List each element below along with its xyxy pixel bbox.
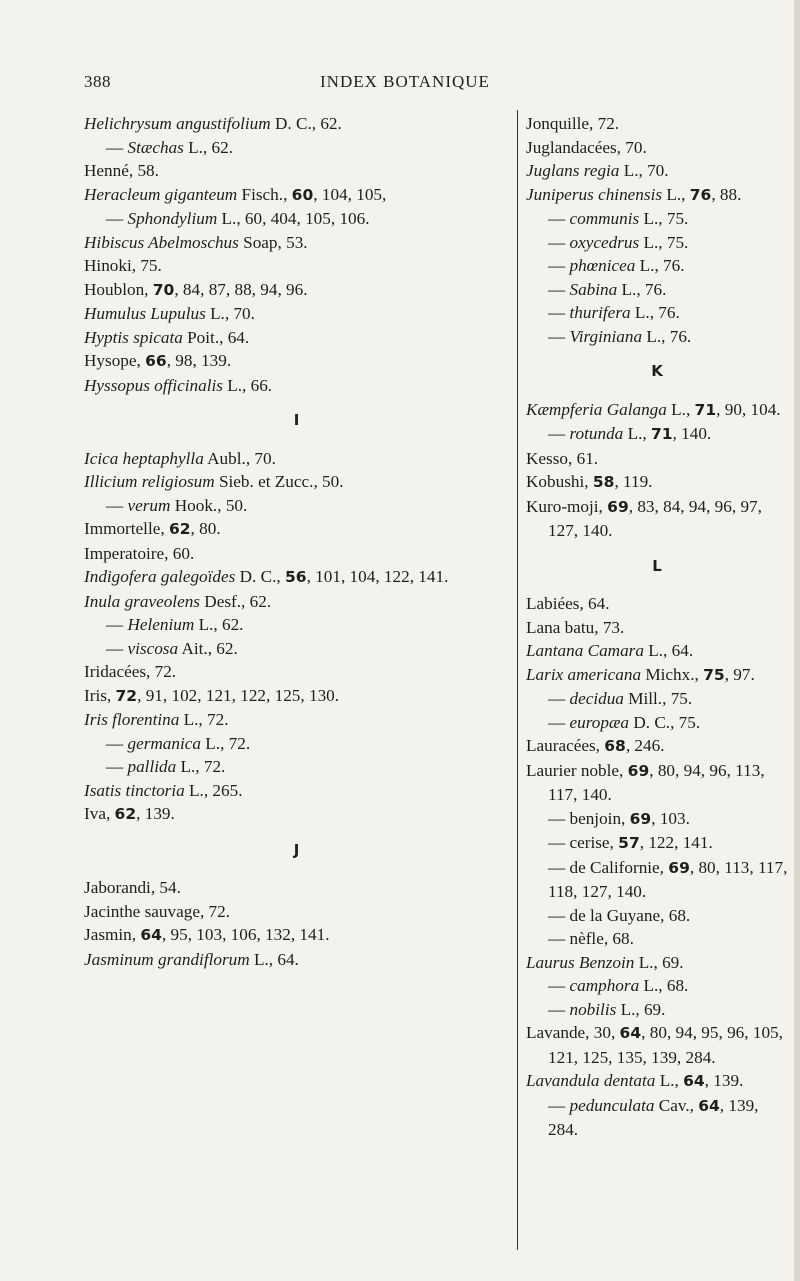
index-entry: Lavandula dentata L., 64, 139. bbox=[526, 1071, 744, 1090]
index-entry: Laurier noble, 69, 80, 94, 96, 113, 117, 140. bbox=[526, 760, 765, 804]
index-subentry: — camphora L., 68. bbox=[548, 976, 689, 995]
index-subentry: — decidua Mill., 75. bbox=[548, 689, 693, 708]
index-subentry: — Stæchas L., 62. bbox=[106, 137, 233, 157]
index-subentry: — Helenium L., 62. bbox=[106, 615, 244, 634]
section-letter: L bbox=[652, 556, 662, 575]
index-entry: Kobushi, 58, 119. bbox=[526, 472, 653, 491]
index-subentry: — verum Hook., 50. bbox=[106, 495, 248, 515]
index-entry: Laurus Benzoin L., 69. bbox=[526, 952, 684, 972]
index-column-left bbox=[84, 112, 509, 971]
index-subentry: — nèfle, 68. bbox=[548, 929, 634, 948]
index-entry: Jacinthe sauvage, 72. bbox=[84, 901, 231, 921]
index-subentry: — communis L., 75. bbox=[548, 209, 689, 228]
index-entry: Lauracées, 68, 246. bbox=[526, 736, 665, 755]
index-entry: Humulus Lupulus L., 70. bbox=[84, 304, 255, 323]
index-entry: Inula graveolens Desf., 62. bbox=[84, 591, 272, 611]
index-entry: Lavande, 30, 64, 80, 94, 95, 96, 105, 121, 125, 135, 139, 284. bbox=[526, 1023, 783, 1067]
index-subentry: — thurifera L., 76. bbox=[548, 303, 680, 322]
index-entry: Imperatoire, 60. bbox=[84, 543, 195, 563]
index-entry: Lantana Camara L., 64. bbox=[526, 641, 694, 660]
index-entry: Labiées, 64. bbox=[526, 594, 610, 613]
index-entry: Houblon, 70, 84, 87, 88, 94, 96. bbox=[84, 279, 308, 299]
page-title: INDEX BOTANIQUE bbox=[320, 72, 490, 91]
section-letter: J bbox=[293, 840, 300, 859]
index-entry: Henné, 58. bbox=[84, 161, 159, 180]
index-entry: Indigofera galegoïdes D. C., 56, 101, 104, 122, 141. bbox=[84, 567, 449, 586]
index-entry: Jonquille, 72. bbox=[526, 114, 620, 133]
index-entry: Icica heptaphylla Aubl., 70. bbox=[84, 448, 276, 468]
index-subentry: — nobilis L., 69. bbox=[548, 999, 666, 1019]
index-entry: Hinoki, 75. bbox=[84, 256, 162, 275]
index-entry: Iva, 62, 139. bbox=[84, 804, 175, 823]
index-subentry: — viscosa Ait., 62. bbox=[106, 638, 238, 658]
index-entry: Hysope, 66, 98, 139. bbox=[84, 351, 232, 370]
index-entry: Iris florentina L., 72. bbox=[84, 710, 229, 729]
index-subentry: — benjoin, 69, 103. bbox=[548, 808, 690, 828]
index-subentry: — Virginiana L., 76. bbox=[548, 326, 692, 346]
index-subentry: — pedunculata Cav., 64, 139, 284. bbox=[548, 1095, 759, 1139]
page-header bbox=[84, 72, 774, 96]
index-subentry: — Sabina L., 76. bbox=[548, 279, 667, 299]
index-subentry: — Sphondylium L., 60, 404, 105, 106. bbox=[106, 209, 370, 228]
index-entry: Juglans regia L., 70. bbox=[526, 161, 669, 180]
index-entry: Kuro-moji, 69, 83, 84, 94, 96, 97, 127, 140. bbox=[526, 496, 762, 540]
index-subentry: — de la Guyane, 68. bbox=[548, 905, 691, 925]
index-subentry: — germanica L., 72. bbox=[106, 733, 251, 753]
index-subentry: — oxycedrus L., 75. bbox=[548, 232, 689, 252]
index-entry: Kæmpferia Galanga L., 71, 90, 104. bbox=[526, 399, 781, 419]
index-entry: Illicium religiosum Sieb. et Zucc., 50. bbox=[84, 472, 344, 491]
index-entry: Iridacées, 72. bbox=[84, 662, 177, 681]
index-entry: Jasmin, 64, 95, 103, 106, 132, 141. bbox=[84, 925, 330, 944]
index-entry: Hibiscus Abelmoschus Soap, 53. bbox=[84, 232, 308, 252]
index-entry: Iris, 72, 91, 102, 121, 122, 125, 130. bbox=[84, 685, 340, 705]
section-letter: I bbox=[293, 411, 300, 429]
index-entry: Larix americana Michx., 75, 97. bbox=[526, 664, 755, 684]
index-subentry: — europæa D. C., 75. bbox=[548, 712, 701, 732]
index-entry: Jasminum grandiflorum L., 64. bbox=[84, 949, 299, 969]
column-divider bbox=[517, 110, 518, 1250]
index-subentry: — pallida L., 72. bbox=[106, 757, 226, 776]
index-entry: Jaborandi, 54. bbox=[84, 878, 181, 897]
index-entry: Isatis tinctoria L., 265. bbox=[84, 780, 243, 800]
index-entry: Helichrysum angustifolium D. C., 62. bbox=[84, 114, 342, 133]
index-entry: Heracleum giganteum Fisch., 60, 104, 105, bbox=[84, 184, 387, 204]
index-subentry: — rotunda L., 71, 140. bbox=[548, 424, 712, 443]
index-entry: Juniperus chinensis L., 76, 88. bbox=[526, 184, 742, 204]
index-subentry: — de Californie, 69, 80, 113, 117, 118, 127, 140. bbox=[548, 857, 788, 901]
index-entry: Hyssopus officinalis L., 66. bbox=[84, 375, 273, 395]
page-edge bbox=[794, 0, 800, 1281]
page-number: 388 bbox=[84, 72, 111, 91]
index-entry: Kesso, 61. bbox=[526, 448, 599, 468]
index-subentry: — phœnicea L., 76. bbox=[548, 256, 685, 275]
index-entry: Lana batu, 73. bbox=[526, 617, 625, 637]
index-entry: Juglandacées, 70. bbox=[526, 137, 647, 157]
index-subentry: — cerise, 57, 122, 141. bbox=[548, 833, 713, 852]
section-letter: K bbox=[651, 362, 663, 380]
index-column-right bbox=[526, 112, 788, 1142]
index-entry: Immortelle, 62, 80. bbox=[84, 519, 221, 538]
index-entry: Hyptis spicata Poit., 64. bbox=[84, 327, 250, 347]
